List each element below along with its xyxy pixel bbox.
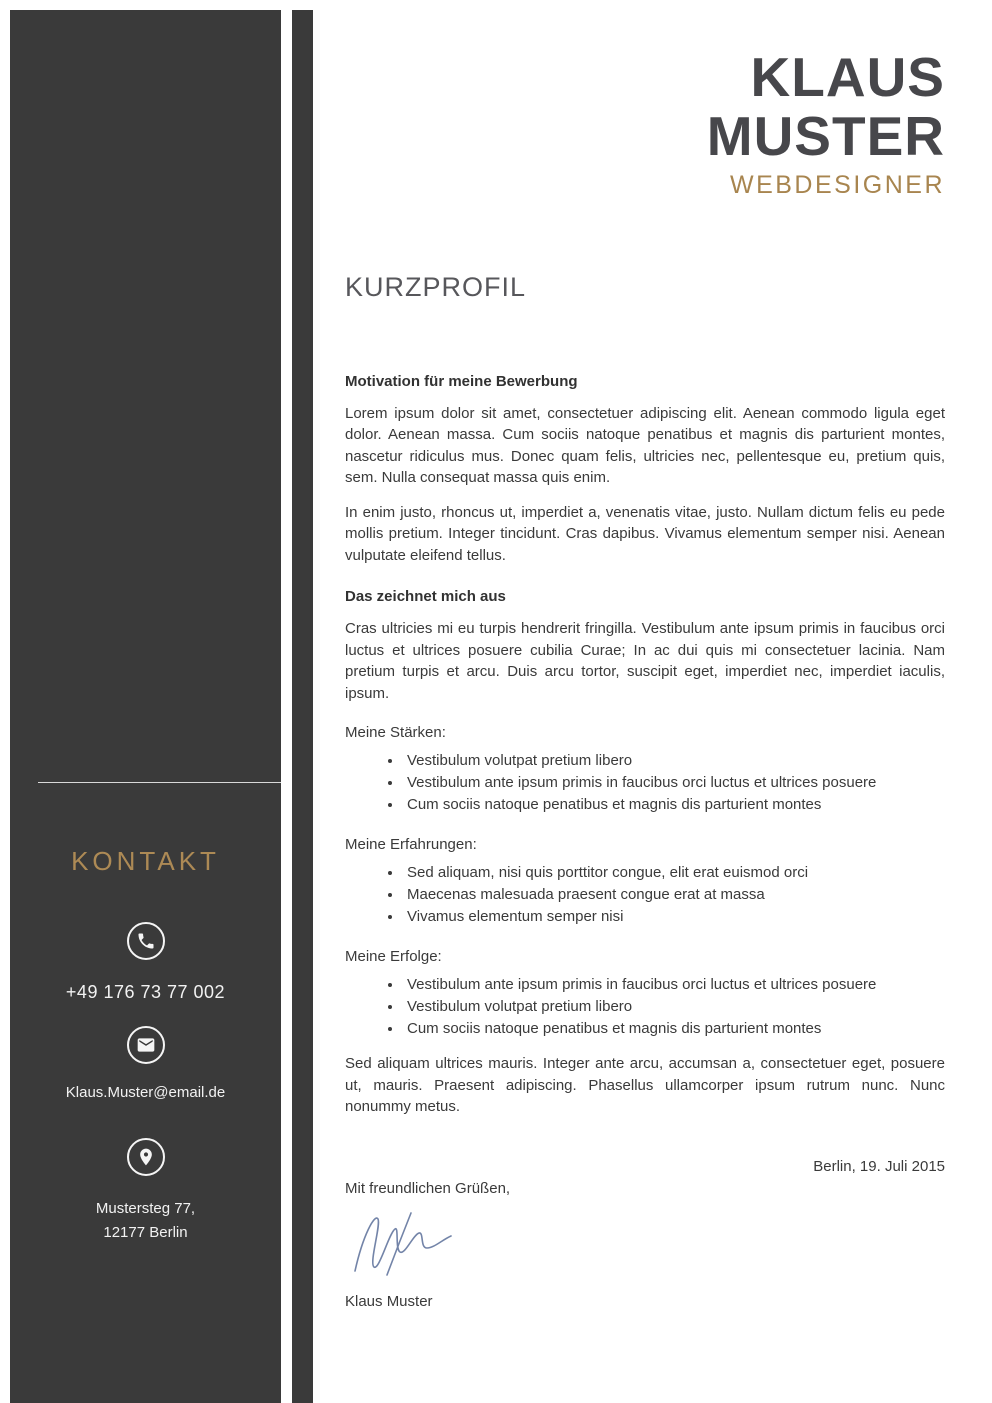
email-address: Klaus.Muster@email.de bbox=[65, 1084, 226, 1101]
qualities-heading: Das zeichnet mich aus bbox=[345, 588, 506, 606]
list-item: • Vestibulum ante ipsum primis in faucibus orci luctus et ultrices posuere bbox=[403, 772, 945, 794]
list-item: • Maecenas malesuada praesent congue erat at massa bbox=[403, 884, 945, 906]
address-line-2: 12177 Berlin bbox=[103, 1224, 188, 1241]
experiences-list bbox=[345, 862, 945, 928]
motivation-paragraph-1: Lorem ipsum dolor sit amet, consectetuer adipiscing elit. Aenean commodo ligula eget dolor. Aenean massa. Cum sociis natoque penatibus et magnis dis parturient montes, nascetur ridiculus mus. Donec quam felis, ultricies nec, pellentesque eu, pretium quis, sem. Nulla consequat massa quis enim. bbox=[345, 404, 945, 487]
list-item: • Vestibulum volutpat pretium libero bbox=[403, 996, 945, 1018]
phone-icon bbox=[127, 922, 165, 960]
letter-header bbox=[345, 48, 945, 200]
salutation: Mit freundlichen Grüßen, bbox=[345, 1179, 511, 1197]
sidebar bbox=[10, 10, 281, 1403]
closing-paragraph: Sed aliquam ultrices mauris. Integer ante arcu, accumsan a, consectetuer eget, posuere ut, mauris. Praesent adipiscing. Phasellus ullamcorper ipsum rutrum nunc. Nunc nonummy metus. bbox=[345, 1055, 945, 1116]
phone-number: +49 176 73 77 002 bbox=[65, 982, 226, 1002]
address-line-1: Mustersteg 77, bbox=[95, 1200, 196, 1217]
successes-label: Meine Erfolge: bbox=[345, 948, 442, 966]
sidebar-accent-strip bbox=[292, 10, 313, 1403]
signature-image bbox=[345, 1207, 945, 1287]
list-item: • Vivamus elementum semper nisi bbox=[403, 906, 945, 928]
list-item: • Cum sociis natoque penatibus et magnis dis parturient montes bbox=[403, 794, 945, 816]
sidebar-divider bbox=[38, 782, 281, 783]
strengths-label: Meine Stärken: bbox=[345, 724, 446, 742]
motivation-paragraph-2: In enim justo, rhoncus ut, imperdiet a, venenatis vitae, justo. Nullam dictum felis eu pede mollis pretium. Integer tincidunt. Cras dapibus. Vivamus elementum semper nisi. Aenean vulputate eleifend tellus. bbox=[345, 503, 945, 564]
header-first-name: KLAUS bbox=[750, 46, 945, 108]
list-item: • Cum sociis natoque penatibus et magnis dis parturient montes bbox=[403, 1018, 945, 1040]
motivation-heading: Motivation für meine Bewerbung bbox=[345, 372, 578, 390]
list-item: • Vestibulum volutpat pretium libero bbox=[403, 750, 945, 772]
header-last-name: MUSTER bbox=[706, 104, 945, 167]
envelope-icon bbox=[127, 1026, 165, 1064]
experiences-label: Meine Erfahrungen: bbox=[345, 836, 477, 854]
successes-list bbox=[345, 974, 945, 1040]
strengths-list bbox=[345, 750, 945, 816]
list-item: • Sed aliquam, nisi quis porttitor congue, elit erat euismod orci bbox=[403, 862, 945, 884]
letter-body bbox=[345, 0, 945, 1310]
section-title: KURZPROFIL bbox=[345, 271, 527, 302]
location-pin-icon bbox=[127, 1138, 165, 1176]
signature-name: Klaus Muster bbox=[345, 1292, 433, 1310]
qualities-paragraph: Cras ultricies mi eu turpis hendrerit fringilla. Vestibulum ante ipsum primis in faucibus orci luctus et ultrices posuere cubilia Curae; In ac dui quis mi consectetuer lacinia. Nam pretium turpis et arcu. Duis arcu tortor, suscipit eget, imperdiet nec, imperdiet iaculis, ipsum. bbox=[345, 620, 945, 702]
date-line: Berlin, 19. Juli 2015 bbox=[813, 1157, 945, 1175]
list-item: • Vestibulum ante ipsum primis in faucibus orci luctus et ultrices posuere bbox=[403, 974, 945, 996]
kontakt-heading: KONTAKT bbox=[71, 846, 220, 876]
header-role: WEBDESIGNER bbox=[729, 170, 945, 199]
